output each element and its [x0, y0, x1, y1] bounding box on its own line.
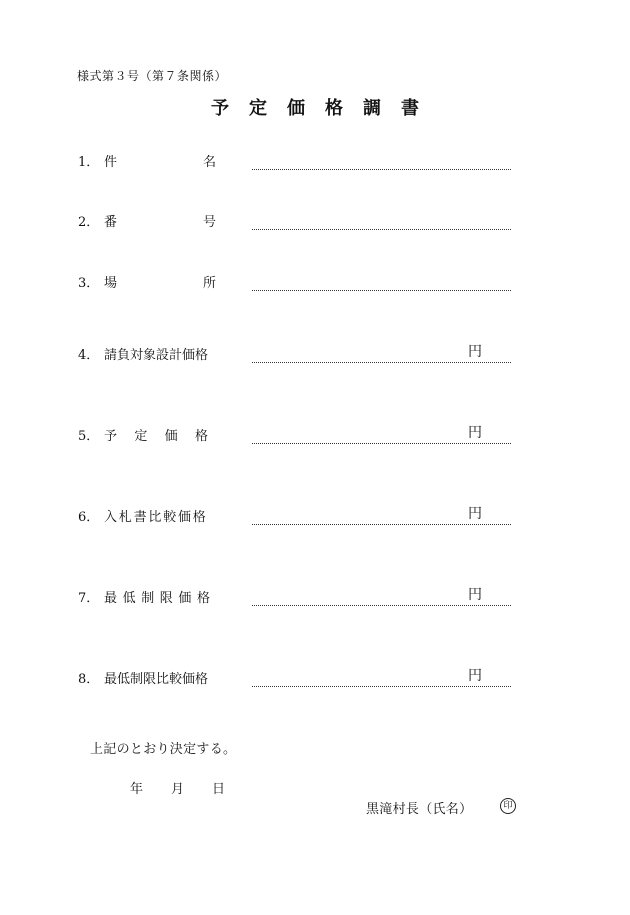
item-number: 4． [78, 348, 100, 363]
item-label-char: 定 [134, 429, 148, 444]
fill-in-line[interactable] [252, 161, 511, 170]
item-label-char: 号 [202, 215, 216, 230]
item-label-char: 価 [164, 429, 178, 444]
item-label-char: 格 [196, 591, 210, 606]
item-number: 2． [78, 215, 100, 230]
date-year: 年 [130, 782, 144, 797]
item-label-char: 限 [159, 591, 173, 606]
item-row-minimum-price [0, 587, 630, 611]
item-label [104, 151, 216, 170]
yen-unit: 円 [468, 668, 482, 684]
date-line [130, 778, 225, 797]
title-char: 定 [249, 98, 267, 119]
item-label [104, 425, 208, 444]
title-char: 格 [325, 98, 343, 119]
item-row-subject [0, 151, 630, 175]
item-label [104, 668, 216, 687]
item-row-minimum-comparison-price [0, 668, 630, 692]
form-number: 様式第３号（第７条関係） [77, 69, 228, 83]
fill-in-line[interactable] [252, 282, 511, 291]
item-row-number [0, 211, 630, 235]
title-char: 予 [211, 98, 229, 119]
item-row-bid-comparison-price [0, 506, 630, 530]
item-label-char: 最低制限比較価格 [104, 672, 209, 687]
item-number: 7． [78, 591, 100, 606]
item-label-char: 入札書比較価格 [104, 510, 208, 525]
item-number: 1． [78, 155, 100, 170]
fill-in-line[interactable] [252, 221, 511, 230]
yen-unit: 円 [468, 425, 482, 441]
signer-name: 黒滝村長（氏名） [366, 802, 473, 817]
item-number: 3． [78, 276, 100, 291]
item-number: 8． [78, 672, 100, 687]
item-label-char: 請負対象設計価格 [104, 348, 209, 363]
item-row-planned-price [0, 425, 630, 449]
item-label-char: 格 [194, 429, 208, 444]
title-char: 価 [287, 98, 305, 119]
document-title [0, 94, 630, 120]
date-day: 日 [212, 782, 226, 797]
item-label-char: 制 [141, 591, 155, 606]
yen-unit: 円 [468, 506, 482, 522]
item-label [104, 272, 216, 291]
item-label [104, 211, 216, 230]
item-label-char: 場 [104, 276, 118, 291]
yen-unit: 円 [468, 587, 482, 603]
date-month: 月 [171, 782, 185, 797]
item-label-char: 番 [104, 215, 118, 230]
item-number: 5． [78, 429, 100, 444]
item-label [104, 587, 210, 606]
item-label-char: 予 [104, 429, 118, 444]
decision-statement: 上記のとおり決定する。 [90, 742, 237, 757]
item-row-location [0, 272, 630, 296]
title-char: 調 [363, 98, 381, 119]
item-label [104, 344, 216, 363]
item-row-design-price [0, 344, 630, 368]
title-char: 書 [401, 98, 419, 119]
item-label-char: 価 [178, 591, 192, 606]
item-label [104, 506, 216, 525]
item-label-char: 所 [202, 276, 216, 291]
item-label-char: 低 [122, 591, 136, 606]
item-label-char: 最 [104, 591, 118, 606]
item-label-char: 件 [104, 155, 118, 170]
yen-unit: 円 [468, 344, 482, 360]
item-label-char: 名 [202, 155, 216, 170]
item-number: 6． [78, 510, 100, 525]
seal-mark-icon: 印 [500, 798, 516, 814]
